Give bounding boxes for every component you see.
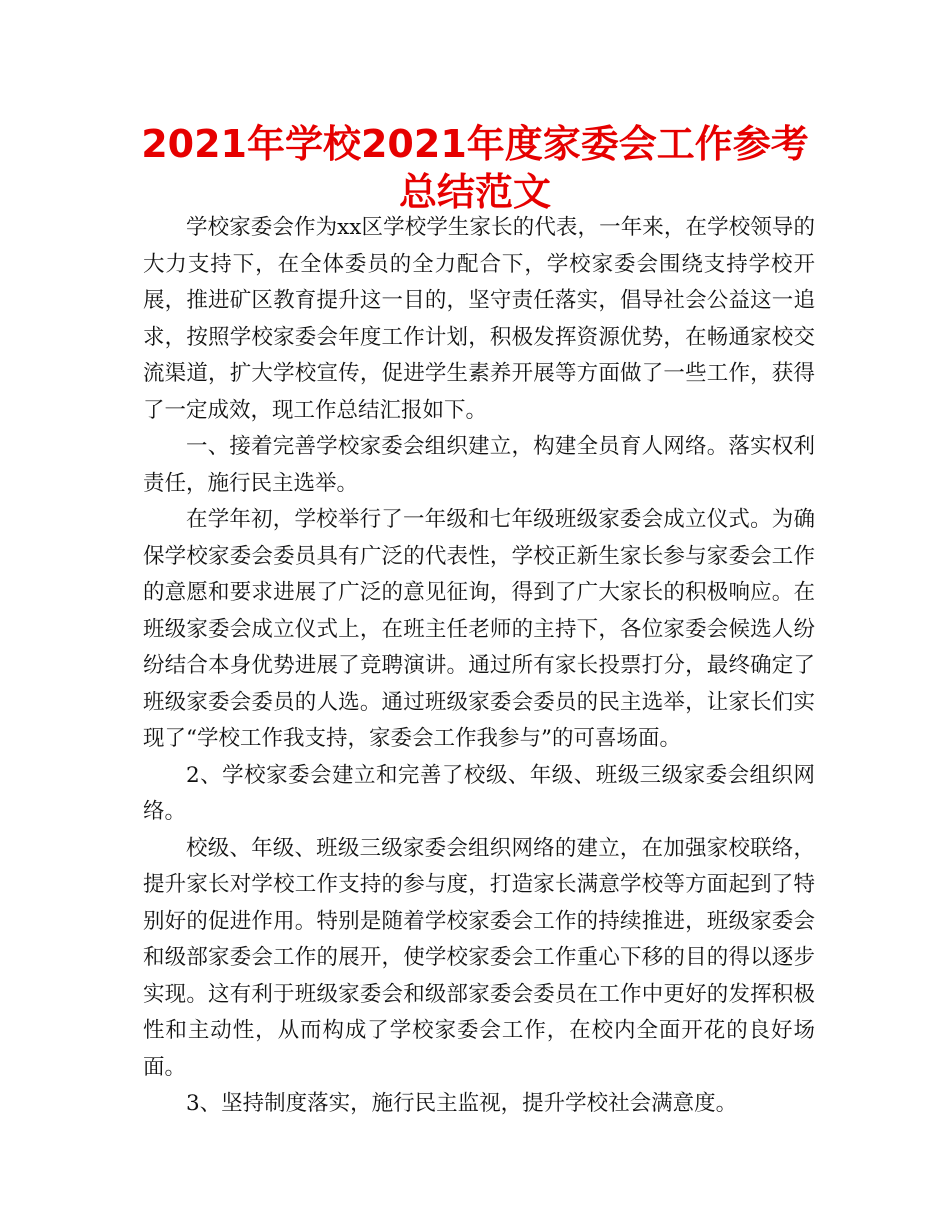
paragraph-section-1: 一、接着完善学校家委会组织建立，构建全员育人网络。落实权利责任，施行民主选举。	[143, 434, 815, 496]
document-body	[143, 210, 815, 1123]
paragraph-election: 在学年初，学校举行了一年级和七年级班级家委会成立仪式。为确保学校家委会委员具有广泛的代表性，学校正新生家长参与家委会工作的意愿和要求进展了广泛的意见征询，得到了广大家长的积极响应。在班级家委会成立仪式上，在班主任老师的主持下，各位家委会候选人纷纷结合本身优势进展了竞聘演讲。通过所有家长投票打分，最终确定了班级家委会委员的人选。通过班级家委会委员的民主选举，让家长们实现了“学校工作我支持，家委会工作我参与”的可喜场面。	[143, 507, 815, 751]
paragraph-section-3: 3、坚持制度落实，施行民主监视，提升学校社会满意度。	[186, 1091, 738, 1116]
document-title: 2021年学校2021年度家委会工作参考总结范文	[141, 122, 809, 214]
paragraph-network: 校级、年级、班级三级家委会组织网络的建立，在加强家校联络，提升家长对学校工作支持的参与度，打造家长满意学校等方面起到了特别好的促进作用。特别是随着学校家委会工作的持续推进，班级家委会和级部家委会工作的展开，使学校家委会工作重心下移的目的得以逐步实现。这有利于班级家委会和级部家委会委员在工作中更好的发挥积极性和主动性，从而构成了学校家委会工作，在校内全面开花的良好场面。	[143, 835, 815, 1080]
paragraph-intro: 学校家委会作为xx区学校学生家长的代表，一年来，在学校领导的大力支持下，在全体委员的全力配合下，学校家委会围绕支持学校开展，推进矿区教育提升这一目的，坚守责任落实，倡导社会公益这一追求，按照学校家委会年度工作计划，积极发挥资源优势，在畅通家校交流渠道，扩大学校宣传，促进学生素养开展等方面做了一些工作，获得了一定成效，现工作总结汇报如下。	[143, 215, 815, 423]
paragraph-section-2: 2、学校家委会建立和完善了校级、年级、班级三级家委会组织网络。	[143, 762, 815, 824]
